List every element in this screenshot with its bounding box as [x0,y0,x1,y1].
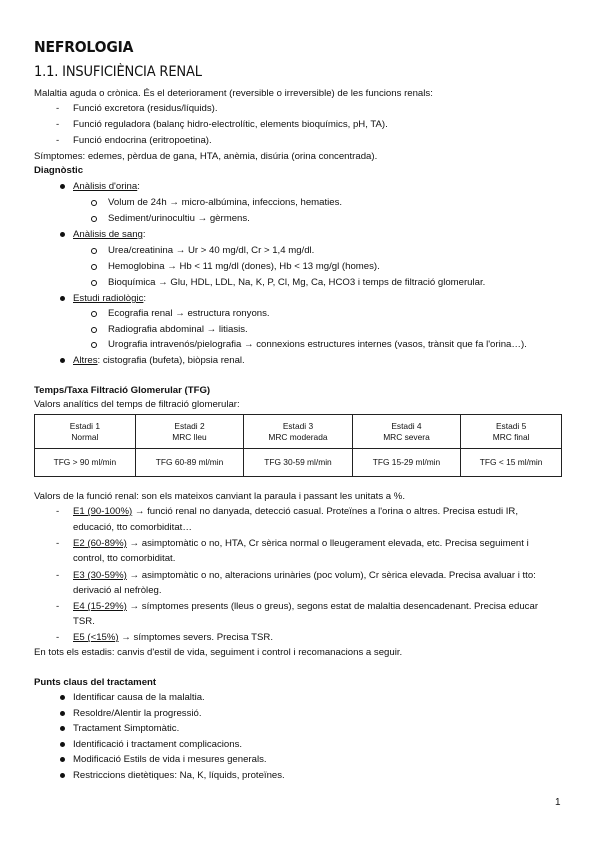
bullet-marker [60,711,65,716]
function-item: Funció reguladora (balanç hidro-electrolític, elements bioquímics, pH, TA). [73,119,388,130]
stage-desc: MRC lleu [172,431,207,442]
blood-item: Hemoglobina → Hb < 11 mg/dl (dones), Hb < 13 mg/gl (homes). [108,261,380,272]
table-row [35,449,562,477]
dash-marker: - [56,538,60,549]
urine-item: Volum de 24h → micro-albúmina, infeccions, hematies. [108,197,343,208]
treatment-item: Modificació Estils de vida i mesures generals. [73,754,267,765]
bullet-marker [60,726,65,731]
circle-marker [91,248,97,254]
circle-marker [91,264,97,270]
tfg-subheading: Valors analítics del temps de filtració glomerular: [34,399,240,410]
stage-name: Estadi 5 [495,420,527,431]
radiology-item: Urografia intravenós/pielografia → connexions estructures internes (vasos, trànsit que fa l'orina…). [108,339,527,350]
others-label: Altres [73,355,98,366]
table-cell [461,415,562,449]
section-heading: 1.1. INSUFICIÈNCIA RENAL [34,64,202,80]
stage-desc: MRC final [492,431,530,442]
treatment-item: Resoldre/Alentir la progressió. [73,708,202,719]
radiology-label: Estudi radiològic [73,293,144,304]
stage-line [73,569,536,582]
diagnosis-urine: Anàlisis d'orina: [73,181,140,192]
circle-marker [91,342,97,348]
treatment-item: Tractament Simptomàtic. [73,723,180,734]
diagnosis-heading: Diagnòstic [34,165,84,176]
diagnosis-others [73,354,245,367]
stage-code: E3 (30-59%) [73,570,127,581]
dash-marker: - [56,632,60,643]
stage-text: derivació al nefròleg. [73,585,162,596]
tfg-table [34,414,562,477]
stage-text: → asimptomàtic o no, alteracions urinàries (poc volum), Cr sèrica elevada. Precisa avaluar i tto: [129,570,536,581]
dash-marker: - [56,119,60,130]
stage-name: Estadi 2 [174,420,205,431]
blood-label: Anàlisis de sang [73,229,143,240]
stage-text: → símptomes presents (lleus o greus), segons estat de malaltia desencadenant. Precisa educar [129,601,539,612]
table-cell [352,415,460,449]
stage-code: E4 (15-29%) [73,601,127,612]
dash-marker: - [56,506,60,517]
document-title: NEFROLOGIA [34,38,134,56]
table-cell: TFG > 90 ml/min [35,449,136,477]
stage-desc: MRC severa [383,431,430,442]
dash-marker: - [56,601,60,612]
table-cell [35,415,136,449]
stage-text: → símptomes severs. Precisa TSR. [121,632,274,643]
function-item: Funció excretora (residus/líquids). [73,103,218,114]
stage-desc: MRC moderada [268,431,328,442]
treatment-item: Restriccions dietètiques: Na, K, líquids, proteïnes. [73,770,285,781]
tfg-heading: Temps/Taxa Filtració Glomerular (TFG) [34,385,211,396]
treatment-item: Identificar causa de la malaltia. [73,692,205,703]
diagnosis-radiology: Estudi radiològic: [73,293,147,304]
stage-line [73,505,518,518]
symptoms-text: Símptomes: edemes, pèrdua de gana, HTA, anèmia, disúria (orina concentrada). [34,151,378,162]
stage-name: Estadi 3 [282,420,314,431]
intro-text: Malaltia aguda o crònica. És el deteriorament (reversible o irreversible) de les funcions renals: [34,88,433,99]
dash-marker: - [56,570,60,581]
stage-text: control, tto comorbiditat. [73,553,176,564]
circle-marker [91,280,97,286]
diagnosis-blood: Anàlisis de sang: [73,229,146,240]
table-row [35,415,562,449]
bullet-marker [60,184,65,189]
stage-text: TSR. [73,616,95,627]
table-cell: TFG < 15 ml/min [461,449,562,477]
treatment-item: Identificació i tractament complicacions. [73,739,243,750]
table-cell [244,415,352,449]
blood-item: Urea/creatinina → Ur > 40 mg/dl, Cr > 1,4 mg/dl. [108,245,315,256]
stage-line [73,631,273,644]
stage-text: → asimptomàtic o no, HTA, Cr sèrica normal o lleugerament elevada, etc. Precisa seguiment i [129,538,529,549]
stage-desc: Normal [71,431,99,442]
bullet-marker [60,742,65,747]
bullet-marker [60,232,65,237]
urine-item: Sediment/urinocultiu → gèrmens. [108,213,250,224]
stage-name: Estadi 1 [69,420,100,431]
page-number: 1 [555,797,561,808]
table-cell: TFG 60-89 ml/min [135,449,243,477]
radiology-item: Ecografia renal → estructura ronyons. [108,308,270,319]
all-stages-text: En tots els estadis: canvis d'estil de vida, seguiment i control i recomanacions a seguir. [34,647,403,658]
treatment-heading: Punts claus del tractament [34,677,157,688]
circle-marker [91,200,97,206]
blood-item: Bioquímica → Glu, HDL, LDL, Na, K, P, Cl, Mg, Ca, HCO3 i temps de filtració glomerular. [108,277,486,288]
stage-name: Estadi 4 [391,420,422,431]
others-text: : cistografia (bufeta), biòpsia renal. [97,355,245,366]
bullet-marker [60,695,65,700]
stage-line [73,600,538,613]
table-cell: TFG 15-29 ml/min [352,449,460,477]
bullet-marker [60,757,65,762]
urine-label: Anàlisis d'orina [73,181,138,192]
circle-marker [91,327,97,333]
table-cell [135,415,243,449]
renal-values-intro: Valors de la funció renal: son els mateixos canviant la paraula i passant les unitats a %. [34,491,405,502]
circle-marker [91,311,97,317]
radiology-item: Radiografia abdominal → litiasis. [108,324,248,335]
function-item: Funció endocrina (eritropoetina). [73,135,212,146]
dash-marker: - [56,103,60,114]
stage-code: E5 (<15%) [73,632,119,643]
bullet-marker [60,358,65,363]
stage-code: E1 (90-100%) [73,506,133,517]
circle-marker [91,216,97,222]
dash-marker: - [56,135,60,146]
bullet-marker [60,773,65,778]
stage-code: E2 (60-89%) [73,538,127,549]
stage-text: → funció renal no danyada, detecció casual. Proteïnes a l'orina o altres. Precisa estudi IR, [134,506,519,517]
stage-text: educació, tto comorbiditat… [73,522,192,533]
bullet-marker [60,296,65,301]
table-cell: TFG 30-59 ml/min [244,449,352,477]
stage-line [73,537,529,550]
